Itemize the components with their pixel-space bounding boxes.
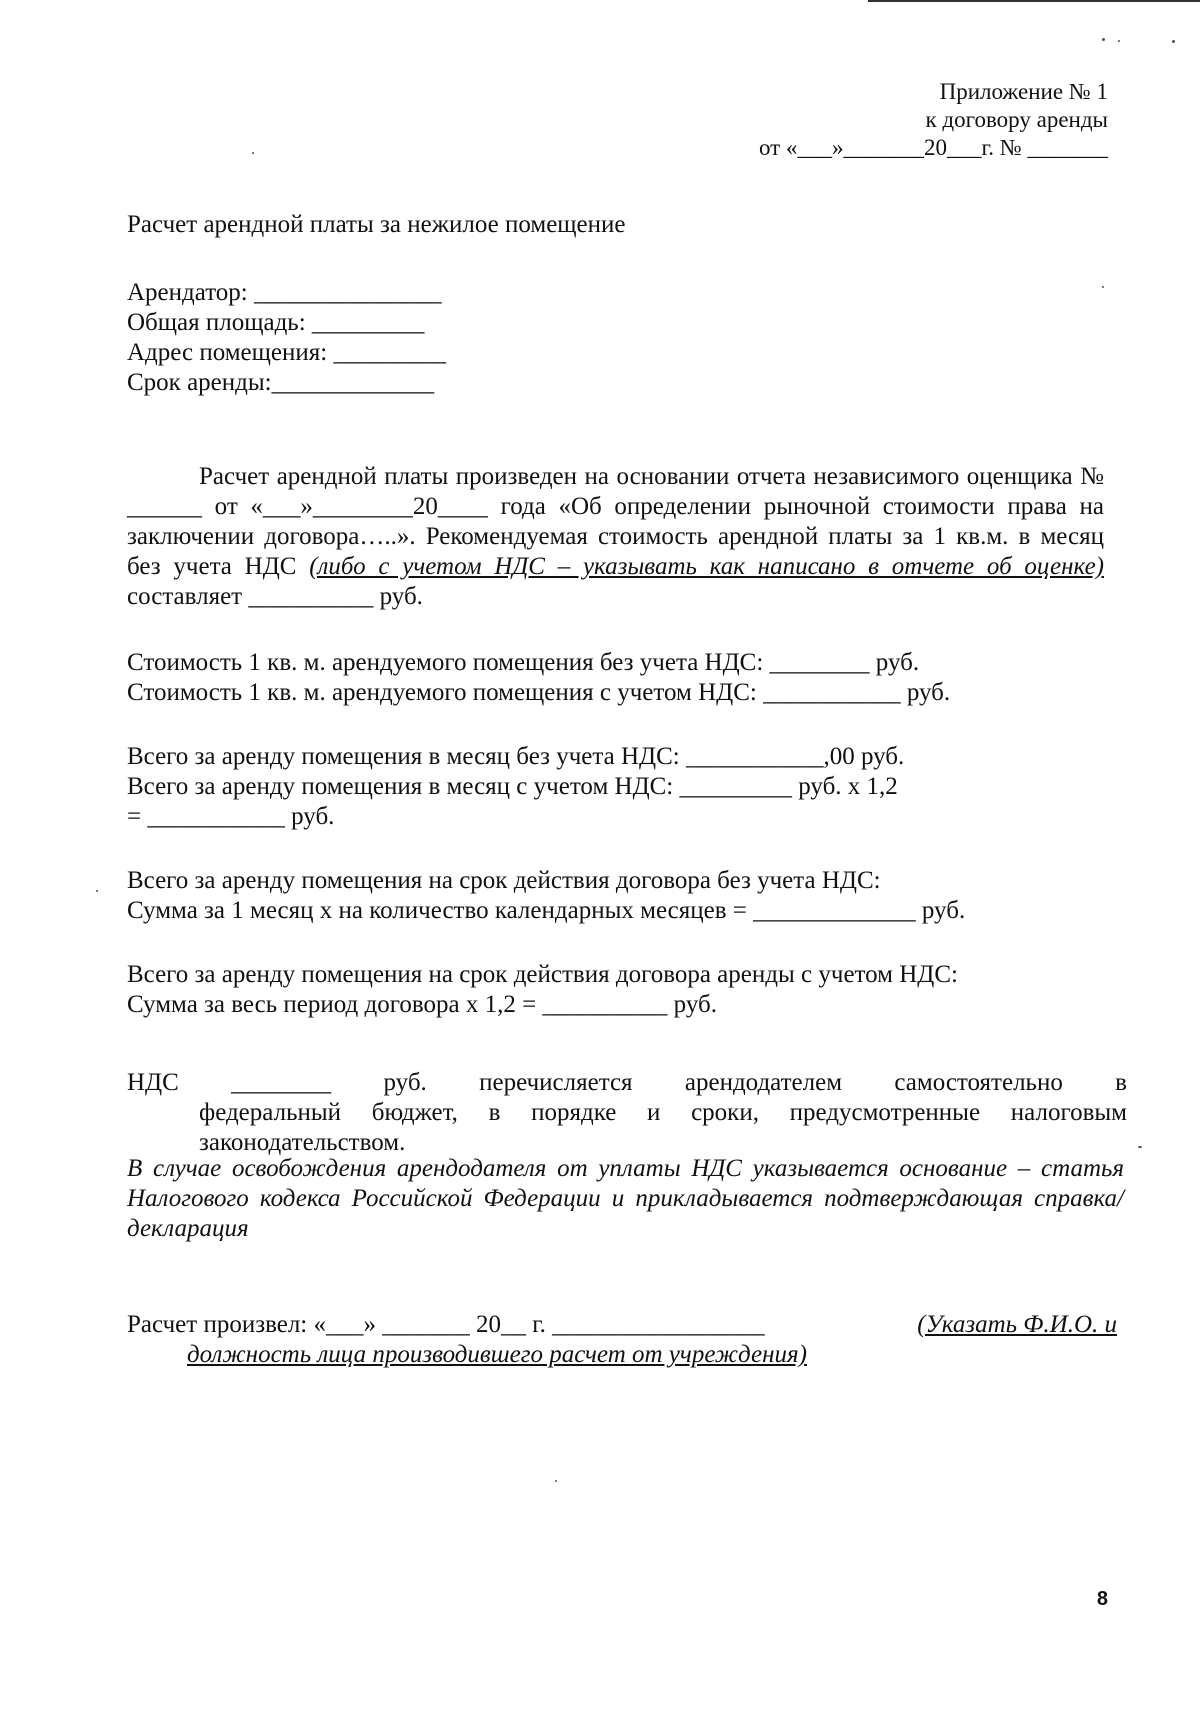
paragraph-vat-note: (либо с учетом НДС – указывать как написано в отчете об оценке): [309, 553, 1105, 580]
calculation-basis-paragraph: [127, 462, 1104, 612]
vat-word-independently: самостоятельно: [894, 1069, 1063, 1096]
paragraph-amount: составляет __________ руб.: [127, 583, 423, 610]
scan-speck: [1102, 38, 1105, 41]
area-field: Общая площадь: _________: [127, 309, 425, 336]
paragraph-text: Расчет арендной платы произведен на основании отчета независимого оценщика № ______ от «___»________20____ года «Об определении рыночной стоимости права на заключении договора…..». Рекомендуемая стоимость арендной платы за 1 кв.м. в месяц без учета НДС: [127, 463, 1104, 580]
vat-word-landlord: арендодателем: [684, 1069, 843, 1096]
signature-line-row: [127, 1310, 1117, 1340]
tenant-field: Арендатор: _______________: [127, 279, 442, 306]
appendix-number: Приложение № 1: [939, 79, 1108, 104]
scan-speck: [1172, 40, 1175, 43]
appendix-date: от «___»_______20___г. № _______: [758, 135, 1108, 160]
address-field: Адрес помещения: _________: [127, 339, 446, 366]
scan-speck: [252, 152, 254, 154]
vat-currency: руб.: [383, 1069, 427, 1096]
monthly-with-vat-result: = ___________ руб.: [127, 803, 335, 830]
term-field: Срок аренды:_____________: [127, 369, 435, 396]
vat-word-in: в: [1115, 1069, 1127, 1096]
vat-word-transferred: перечисляется: [479, 1069, 633, 1096]
signature-hint-continued: должность лица производившего расчет от учреждения): [187, 1341, 807, 1368]
cost-with-vat: Стоимость 1 кв. м. арендуемого помещения с учетом НДС: ___________ руб.: [127, 679, 951, 706]
term-without-vat-formula: Сумма за 1 месяц х на количество календарных месяцев = _____________ руб.: [127, 897, 966, 924]
vat-payment-rest: федеральный бюджет, в порядке и сроки, предусмотренные налоговым законодательством.: [199, 1099, 1127, 1156]
vat-blank: ________: [231, 1069, 332, 1096]
term-total-without-vat-block: [127, 866, 1107, 926]
term-total-with-vat-block: [127, 960, 1107, 1020]
vat-word: НДС: [127, 1069, 179, 1096]
scan-speck: [1138, 1146, 1142, 1148]
term-without-vat-heading: Всего за аренду помещения на срок действия договора без учета НДС:: [127, 867, 881, 894]
signature-line: Расчет произвел: «___» _______ 20__ г. _________________: [127, 1311, 765, 1338]
monthly-with-vat: Всего за аренду помещения в месяц с учетом НДС: _________ руб. х 1,2: [127, 773, 898, 800]
signature-hint: (Указать Ф.И.О. и: [917, 1311, 1117, 1338]
term-with-vat-heading: Всего за аренду помещения на срок действия договора аренды с учетом НДС:: [127, 961, 958, 988]
tenant-fields: [127, 278, 647, 398]
scan-speck: [1102, 286, 1104, 288]
monthly-without-vat: Всего за аренду помещения в месяц без учета НДС: ___________,00 руб.: [127, 743, 905, 770]
scan-speck: [555, 1480, 557, 1482]
vat-exemption-note: В случае освобождения арендодателя от уплаты НДС указывается основание – статья Налогового кодекса Российской Федерации и прикладывается подтверждающая справка/декларация: [127, 1155, 1124, 1242]
vat-payment-first-line: [127, 1068, 1127, 1098]
cost-per-sqm-block: [127, 648, 1107, 708]
term-with-vat-formula: Сумма за весь период договора х 1,2 = __________ руб.: [127, 991, 717, 1018]
page-number: 8: [1096, 1588, 1108, 1610]
signature-block: [127, 1310, 1117, 1370]
monthly-total-block: [127, 742, 1107, 832]
appendix-contract: к договору аренды: [925, 107, 1108, 132]
appendix-header: [759, 78, 1108, 162]
vat-payment-block: [127, 1068, 1127, 1158]
scan-speck: [1118, 40, 1120, 42]
scan-speck: [96, 890, 98, 892]
document-title: Расчет арендной платы за нежилое помещение: [127, 211, 626, 238]
scan-edge-line: [868, 0, 1200, 2]
cost-without-vat: Стоимость 1 кв. м. арендуемого помещения без учета НДС: ________ руб.: [127, 649, 920, 676]
